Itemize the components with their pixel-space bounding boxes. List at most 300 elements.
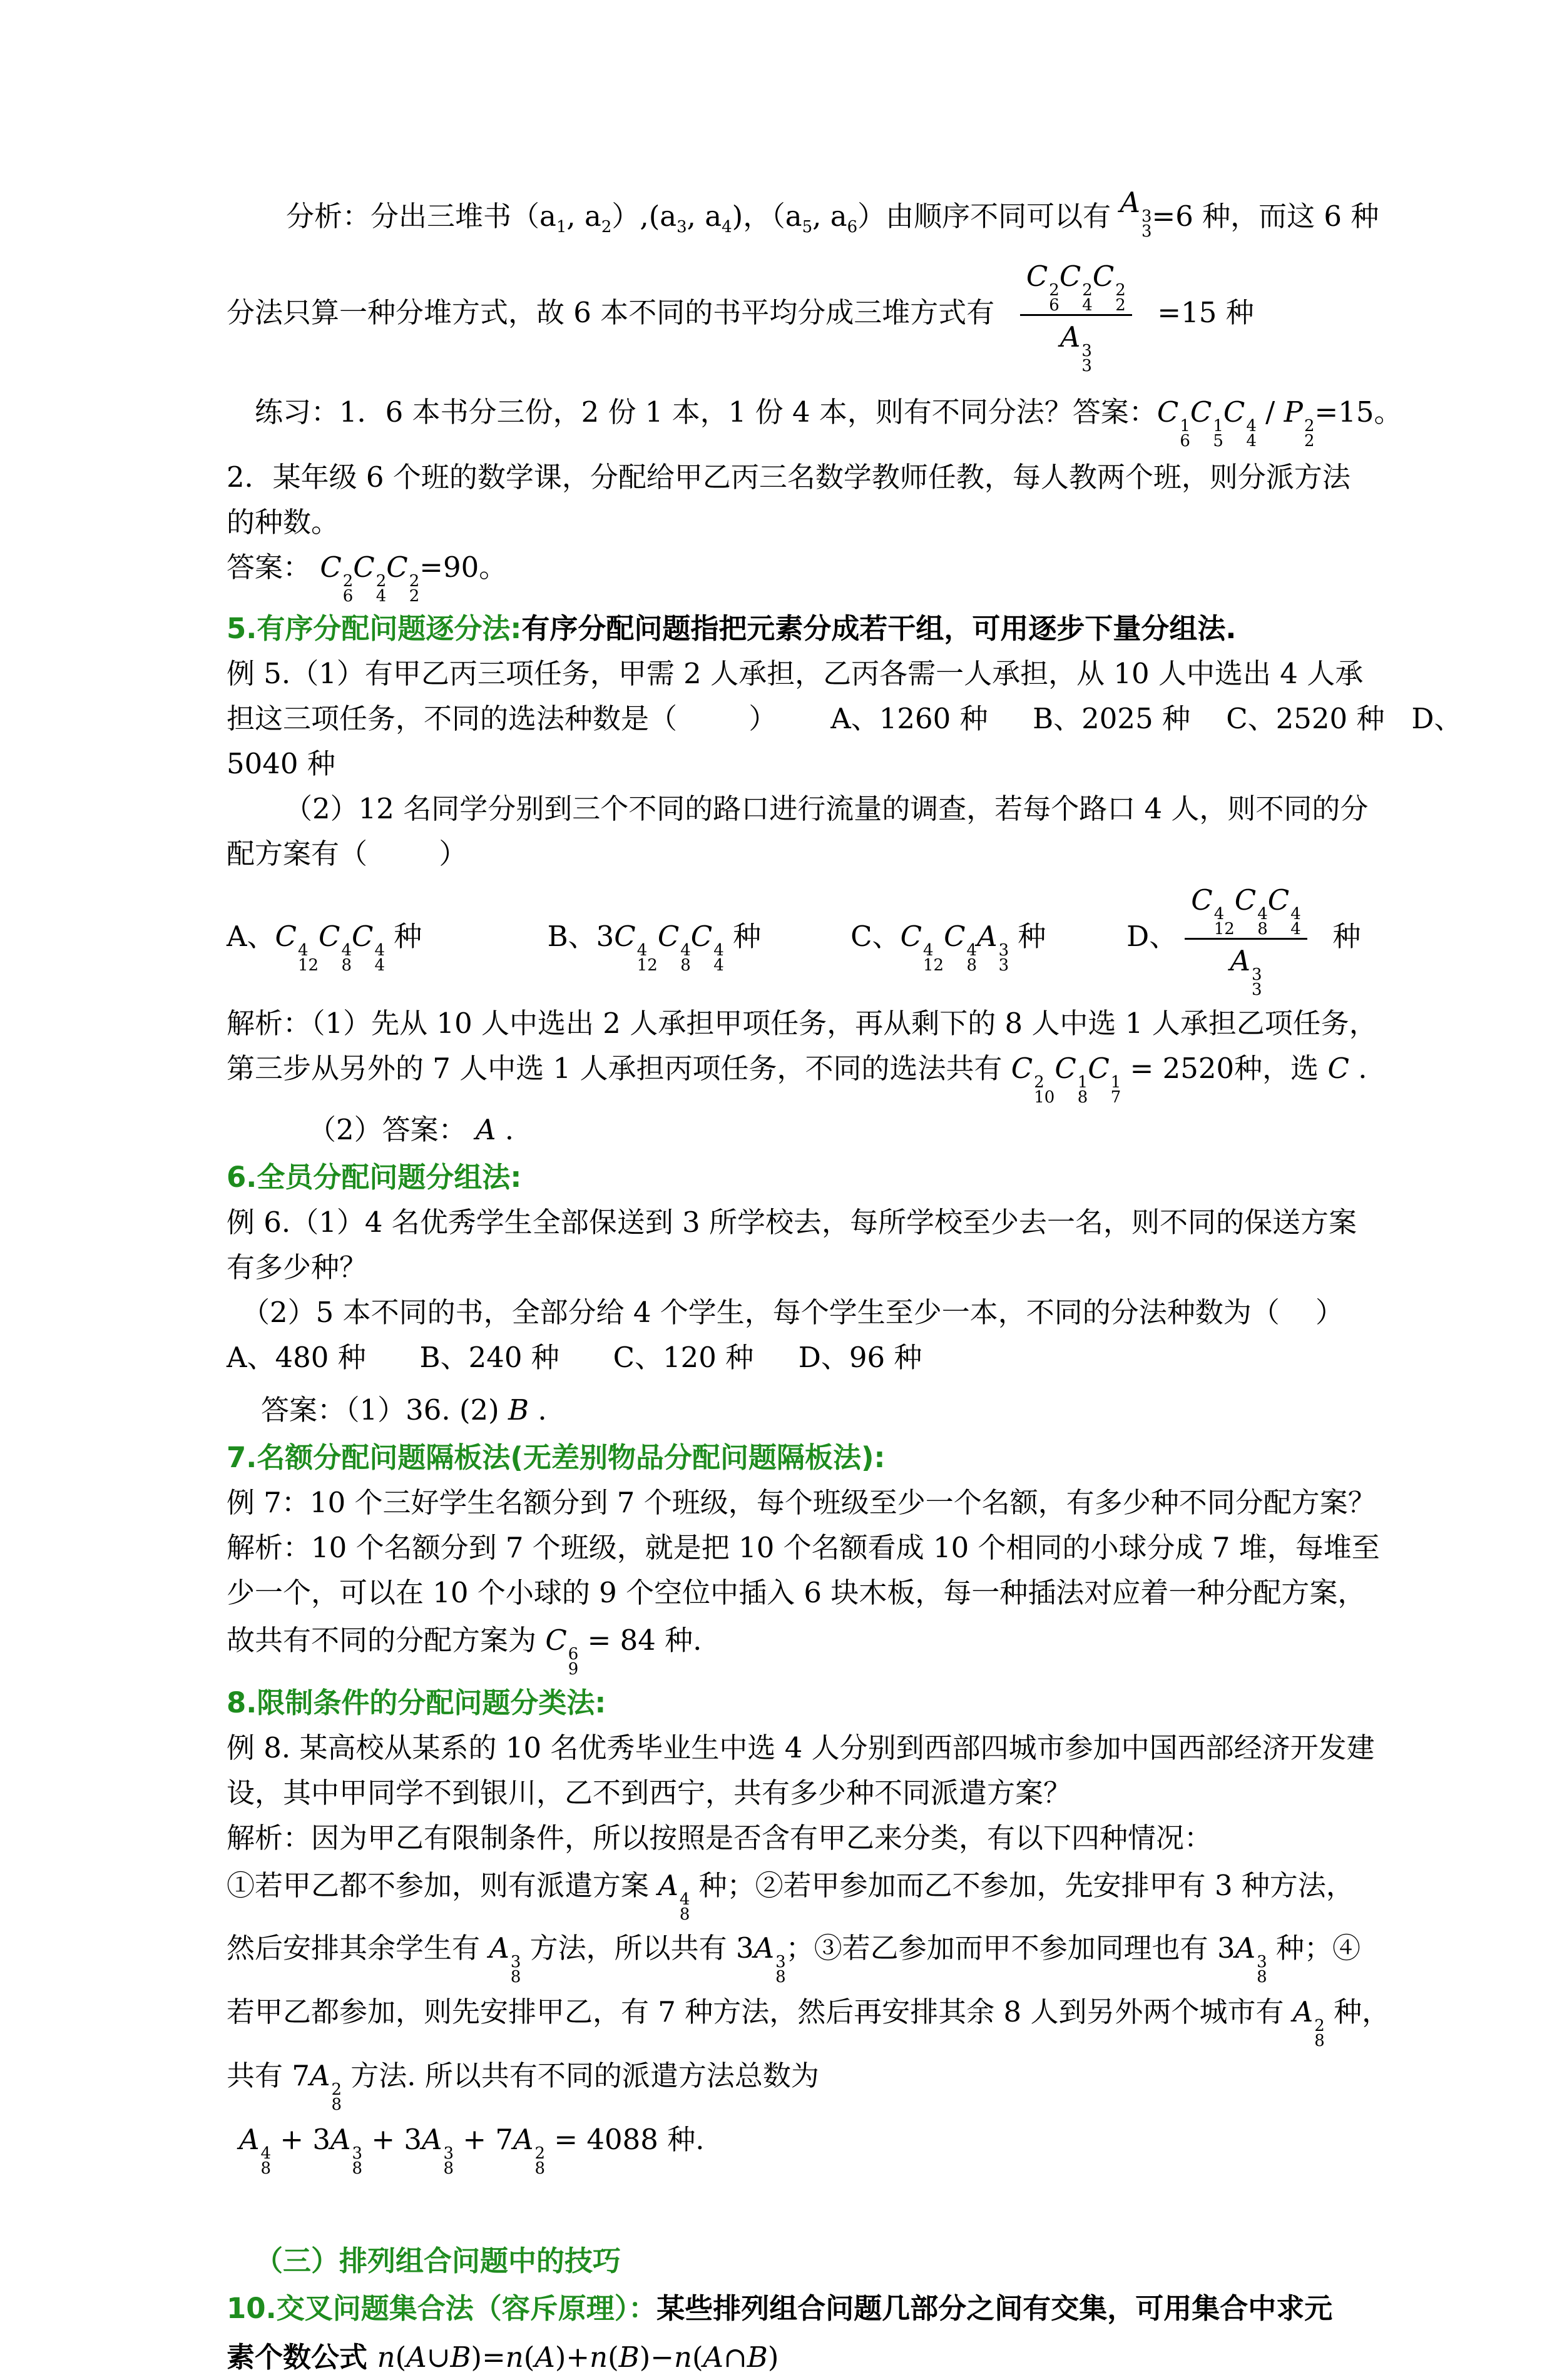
body-text: 种；②若甲参加而乙不参加，先安排甲有 3 种方法，: [690, 1869, 1354, 1902]
math-symbol: $a_5$: [785, 200, 813, 236]
body-text: 解析：10 个名额分到 7 个班级，就是把 10 个名额看成 10 个相同的小球分成 7 堆，每堆至: [227, 1531, 1380, 1564]
superscript: 1: [1180, 417, 1190, 435]
superscript: 4: [374, 941, 385, 960]
body-text: 分法只算一种分堆方式，故 6 本不同的书平均分成三堆方式有: [227, 296, 1013, 329]
math-symbol: A: [703, 2341, 724, 2374]
line-ex6-answer: [227, 1388, 1339, 1433]
superscript: 4: [297, 941, 309, 960]
heading-method10: [227, 2286, 1339, 2331]
math-symbol: C 4 12: [900, 920, 944, 975]
heading-text: 7.名额分配问题隔板法(无差别物品分配问题隔板法):: [227, 1441, 886, 1474]
subscript: 2: [601, 218, 612, 236]
math-formula: [545, 1624, 656, 1679]
math-text: /: [1256, 395, 1284, 429]
math-text: )−: [639, 2341, 674, 2374]
superscript: 4: [680, 941, 691, 960]
math-symbol: A 2 8: [1292, 1995, 1325, 2050]
superscript: 1: [1077, 1073, 1088, 1092]
line-ex5-q1-c: [227, 741, 1339, 786]
subscript: 8: [680, 956, 691, 975]
body-text: 种.: [655, 1624, 702, 1657]
script-stack: [1214, 907, 1235, 937]
script-stack: [999, 943, 1009, 973]
script-stack: [1213, 419, 1223, 449]
body-text: 种，: [1324, 1995, 1391, 2028]
body-text: 方法. 所以共有不同的派遣方法总数为: [342, 2059, 819, 2092]
subscript: 12: [1213, 920, 1235, 938]
fraction: [1185, 880, 1307, 997]
script-stack: [331, 2082, 342, 2112]
body-text: 解析：因为甲乙有限制条件，所以按照是否含有甲乙来分类，有以下四种情况：: [227, 1821, 1213, 1854]
superscript: 3: [1081, 342, 1092, 360]
heading-text: 5.有序分配问题逐分法:: [227, 612, 522, 645]
script-stack: [680, 1892, 690, 1922]
line-exercise2-a: [227, 455, 1350, 500]
line-ex8-case4-a: [227, 1990, 1391, 2050]
superscript: 4: [713, 941, 724, 960]
subscript: 8: [1257, 920, 1268, 938]
math-formula: [275, 920, 385, 975]
math-symbol: C: [1327, 1052, 1349, 1085]
math-symbol: C 4 12: [1191, 883, 1235, 938]
math-symbol: C 4 8: [319, 920, 352, 975]
math-symbol: $a_2$: [585, 200, 612, 236]
body-text: 某些排列组合问题几部分之间有交集，可用集合中求元: [656, 2292, 1333, 2325]
superscript: 2: [1115, 281, 1126, 300]
superscript: 2: [1049, 281, 1059, 300]
body-text: 种，选: [1234, 1052, 1328, 1085]
math-symbol: C 1 7: [1088, 1052, 1121, 1107]
body-text: 例 5.（1）有甲乙丙三项任务，甲需 2 人承担，乙丙各需一人承担，从 10 人中选出 4 人承: [227, 657, 1364, 690]
math-formula: [239, 2123, 658, 2178]
body-text: =15 种: [1139, 296, 1254, 329]
body-text: ）由顺序不同可以有: [857, 200, 1120, 233]
superscript: 4: [1246, 417, 1257, 435]
math-text: = 2520: [1121, 1052, 1235, 1085]
subscript: 2: [1115, 296, 1126, 315]
subscript: 8: [679, 1905, 690, 1924]
subscript: 4: [713, 956, 724, 975]
line-analysis-2: [227, 257, 1339, 374]
superscript: 3: [1141, 207, 1152, 226]
math-text: 3: [735, 1931, 754, 1965]
script-stack: [1252, 967, 1262, 997]
subscript: 8: [775, 1968, 786, 1986]
superscript: 4: [923, 941, 934, 960]
line-ex7-question: [227, 1480, 1376, 1525]
body-text: 5040 种: [227, 747, 335, 780]
body-text: ）,(: [611, 200, 660, 233]
script-stack: [1081, 343, 1092, 374]
body-text: 有序分配问题指把元素分成若干组，可用逐步下量分组法.: [521, 612, 1237, 645]
script-stack: [1082, 283, 1093, 313]
line-ex5-q2-a: [227, 786, 1369, 831]
subscript: 4: [722, 218, 732, 236]
body-text: 方法，所以共有: [521, 1931, 736, 1965]
body-text: 的种数。: [227, 506, 340, 539]
subscript: 4: [375, 587, 387, 606]
subscript: 5: [802, 218, 813, 236]
math-formula: [735, 1931, 786, 1986]
line-ex6-q2: [227, 1290, 1344, 1335]
line-ex8-q-b: [227, 1771, 1339, 1816]
script-stack: [1049, 283, 1059, 313]
math-formula: [1292, 1995, 1325, 2050]
fraction-denominator: [1060, 316, 1092, 374]
line-ex6-q1-a: [227, 1200, 1357, 1245]
superscript: 3: [510, 1953, 521, 1971]
math-symbol: $a_4$: [705, 200, 732, 236]
math-symbol: C 2 2: [1092, 260, 1126, 315]
body-text: 素个数公式: [227, 2341, 377, 2374]
superscript: 4: [1257, 905, 1268, 923]
body-text: 种 D、: [1009, 920, 1178, 953]
heading-text: 8.限制条件的分配问题分类法:: [227, 1686, 606, 1719]
superscript: 2: [331, 2080, 342, 2099]
body-text: 种.: [658, 2123, 705, 2156]
line-exercise2-b: [227, 500, 1339, 545]
superscript: 2: [409, 572, 420, 591]
math-symbol: C 4 8: [944, 920, 978, 975]
script-stack: [1290, 907, 1301, 937]
subscript: 8: [1257, 1968, 1267, 1986]
script-stack: [261, 2146, 272, 2176]
script-stack: [923, 943, 944, 973]
line-ex5-solution-b: [227, 1046, 1367, 1107]
math-symbol: C 2 4: [353, 551, 387, 606]
math-text: (: [523, 2341, 535, 2374]
heading-text: （三）排列组合问题中的技巧: [255, 2244, 621, 2277]
math-text: (: [608, 2341, 619, 2374]
subscript: 8: [341, 956, 352, 975]
script-stack: [637, 943, 658, 973]
body-text: 。: [1374, 395, 1402, 429]
superscript: 3: [1251, 965, 1262, 984]
body-text: 答案：: [227, 551, 320, 584]
superscript: 1: [1110, 1073, 1121, 1092]
subscript: 4: [1290, 920, 1301, 938]
body-text: （2）12 名同学分别到三个不同的路口进行流量的调查，若每个路口 4 人，则不同的分: [284, 792, 1369, 825]
line-ex8-case12: [227, 1863, 1354, 1924]
script-stack: [376, 574, 387, 604]
script-stack: [1180, 419, 1190, 449]
math-formula: [1327, 1052, 1349, 1085]
script-stack: [775, 1955, 786, 1985]
subscript: 9: [568, 1660, 579, 1679]
math-formula: [508, 1393, 529, 1426]
math-formula: [1217, 1931, 1267, 1986]
superscript: 3: [775, 1953, 786, 1971]
math-symbol: C 4 12: [614, 920, 658, 975]
line-ex5-answer2: [227, 1107, 1339, 1152]
math-symbol: $a_6$: [830, 200, 858, 236]
line-ex6-options: [227, 1335, 1339, 1380]
script-stack: [1111, 1075, 1121, 1105]
math-formula: [900, 920, 1009, 975]
subscript: 6: [342, 587, 354, 606]
body-text: A、: [227, 920, 275, 953]
script-stack: [713, 943, 724, 973]
heading-text: 10.交叉问题集合法（容斥原理）：: [227, 2292, 657, 2325]
subscript: 8: [352, 2159, 363, 2178]
subscript: 8: [534, 2159, 546, 2178]
superscript: 1: [1213, 417, 1223, 435]
superscript: 3: [998, 941, 1009, 960]
body-text: 种 B、: [385, 920, 596, 953]
math-text: 3: [1217, 1931, 1235, 1965]
subscript: 10: [1034, 1088, 1055, 1107]
math-symbol: C 4 8: [657, 920, 691, 975]
subscript: 5: [1213, 432, 1223, 450]
math-symbol: C 4 4: [1267, 883, 1301, 938]
superscript: 4: [679, 1890, 690, 1909]
math-symbol: C 4 12: [275, 920, 319, 975]
fraction: [1020, 257, 1132, 374]
subscript: 3: [1081, 357, 1092, 375]
math-text: ,: [566, 200, 585, 233]
fraction-numerator: [1020, 257, 1132, 316]
math-formula: [596, 920, 724, 975]
body-text: 第三步从另外的 7 人中选 1 人承担丙项任务，不同的选法共有: [227, 1052, 1011, 1085]
body-text: （2）答案：: [308, 1113, 476, 1146]
math-text: + 3: [271, 2123, 330, 2156]
subscript: 3: [1141, 222, 1152, 241]
script-stack: [1314, 2018, 1325, 2048]
superscript: 4: [966, 941, 978, 960]
body-text: 练习：1．6 本书分三份，2 份 1 本，1 份 4 本，则有不同分法？答案：: [255, 395, 1157, 429]
math-formula: [658, 1869, 690, 1924]
script-stack: [1304, 419, 1315, 449]
heading-method6: [227, 1155, 1339, 1200]
superscript: 3: [1257, 1953, 1267, 1971]
superscript: 2: [534, 2144, 546, 2163]
subscript: 12: [923, 956, 944, 975]
script-stack: [680, 943, 691, 973]
math-symbol: A 3 3: [1230, 944, 1262, 999]
math-text: + 3: [362, 2123, 422, 2156]
math-symbol: P 2 2: [1284, 395, 1315, 450]
math-formula: [1013, 260, 1140, 375]
math-symbol: A: [406, 2341, 427, 2374]
math-formula: [292, 2059, 342, 2114]
script-stack: [444, 2146, 454, 2176]
math-formula: [489, 1931, 521, 1986]
math-formula: [377, 2341, 779, 2374]
subscript: 8: [966, 956, 978, 975]
math-symbol: B: [747, 2341, 768, 2374]
body-text: 答案：（1）36. (2): [261, 1393, 509, 1426]
line-ex8-case4-b: [227, 2053, 1339, 2112]
math-symbol: A 3 3: [1059, 320, 1092, 375]
superscript: 6: [568, 1645, 579, 1664]
math-text: ∪: [426, 2341, 451, 2374]
line-ex5-q2-b: [227, 831, 1339, 877]
math-symbol: C 1 6: [1156, 395, 1190, 450]
subscript: 4: [1246, 432, 1257, 450]
subscript: 2: [1304, 432, 1315, 450]
script-stack: [568, 1647, 579, 1677]
math-formula: [1120, 186, 1152, 241]
subscript: 12: [636, 956, 658, 975]
body-text: ①若甲乙都不参加，则有派遣方案: [227, 1869, 658, 1902]
subscript: 8: [1077, 1088, 1088, 1107]
math-symbol: C 1 5: [1190, 395, 1223, 450]
subscript: 6: [1049, 296, 1059, 315]
line-ex7-solution-a: [227, 1525, 1380, 1570]
line-ex8-q-a: [227, 1726, 1375, 1771]
math-symbol: A 3 8: [1235, 1931, 1267, 1986]
subscript: 3: [1251, 980, 1262, 999]
body-text: 例 7：10 个三好学生名额分到 7 个班级，每个班级至少一个名额，有多少种不同分配方案？: [227, 1486, 1376, 1519]
body-text: 少一个，可以在 10 个小球的 9 个空位中插入 6 块木板，每一种插法对应着一种分配方案，: [227, 1576, 1366, 1609]
subscript: 6: [1180, 432, 1190, 450]
line-ex7-solution-b: [227, 1570, 1366, 1615]
script-stack: [343, 574, 354, 604]
body-text: =6 种，而这 6 种: [1151, 200, 1379, 233]
math-symbol: A 2 8: [513, 2123, 546, 2178]
superscript: 4: [1290, 905, 1301, 923]
superscript: 2: [1034, 1073, 1044, 1092]
script-stack: [1115, 283, 1126, 313]
body-text: .: [1349, 1052, 1367, 1085]
line-ex5-q1-b: [227, 696, 1463, 741]
subscript: 6: [847, 218, 858, 236]
body-text: 种: [1314, 920, 1361, 953]
math-symbol: $a_3$: [660, 200, 687, 236]
math-symbol: C 4 4: [1223, 395, 1257, 450]
body-text: .: [496, 1113, 514, 1146]
script-stack: [1034, 1075, 1054, 1105]
math-text: ,: [687, 200, 705, 233]
math-formula: [1011, 1052, 1235, 1107]
superscript: 2: [1082, 281, 1093, 300]
line-ex7-solution-c: [227, 1618, 1339, 1677]
line-ex8-total: [227, 2117, 1339, 2176]
superscript: 2: [1314, 2016, 1325, 2035]
math-text: =15: [1314, 395, 1374, 429]
script-stack: [298, 943, 319, 973]
math-symbol: C 4 4: [352, 920, 385, 975]
body-text: 共有: [227, 2059, 292, 2092]
math-symbol: A: [534, 2341, 555, 2374]
script-stack: [1257, 907, 1268, 937]
script-stack: [1246, 419, 1257, 449]
math-text: (: [395, 2341, 407, 2374]
subscript: 8: [443, 2159, 454, 2178]
math-symbol: A 4 8: [239, 2123, 272, 2178]
subscript: 1: [556, 218, 567, 236]
body-text: 种 C、: [723, 920, 901, 953]
script-stack: [967, 943, 978, 973]
superscript: 4: [341, 941, 352, 960]
math-symbol: A 3 8: [330, 2123, 363, 2178]
subscript: 8: [260, 2159, 272, 2178]
line-ex5-q1-a: [227, 651, 1364, 696]
math-text: 3: [596, 920, 615, 953]
heading-method8: [227, 1681, 1339, 1726]
math-text: ): [767, 2341, 779, 2374]
script-stack: [374, 943, 385, 973]
math-formula: [785, 200, 858, 236]
script-stack: [1257, 1955, 1267, 1985]
body-text: ；③若乙参加而甲不参加同理也有: [785, 1931, 1217, 1965]
math-symbol: C 2 2: [386, 551, 420, 606]
heading-method7: [227, 1435, 1339, 1480]
math-symbol: A: [475, 1113, 496, 1146]
script-stack: [1141, 209, 1152, 239]
subscript: 2: [409, 587, 420, 606]
math-text: (: [692, 2341, 703, 2374]
math-text: + 7: [454, 2123, 513, 2156]
subscript: 3: [676, 218, 687, 236]
math-text: = 4088: [545, 2123, 658, 2156]
heading-section3: [227, 2239, 1339, 2284]
math-formula: [660, 200, 732, 236]
subscript: 8: [510, 1968, 521, 1986]
body-text: 2．某年级 6 个班的数学课，分配给甲乙丙三名数学教师任教，每人教两个班，则分派方法: [227, 460, 1350, 494]
math-symbol: C 2 4: [1059, 260, 1093, 315]
math-symbol: C 6 9: [545, 1624, 579, 1679]
body-text: 然后安排其余学生有: [227, 1931, 489, 1965]
body-text: 分析：分出三堆书（: [286, 200, 540, 233]
fraction-denominator: [1230, 940, 1262, 997]
body-text: .: [529, 1393, 547, 1426]
script-stack: [511, 1955, 521, 1985]
math-symbol: B: [508, 1393, 529, 1426]
math-symbol: A 3 3: [977, 920, 1009, 975]
math-symbol: C 2 6: [320, 551, 354, 606]
line-ex5-options: [227, 880, 1361, 999]
math-text: 7: [292, 2059, 310, 2092]
body-text: 解析：（1）先从 10 人中选出 2 人承担甲项任务，再从剩下的 8 人中选 1 人承担乙项任务，: [227, 1007, 1377, 1040]
superscript: 2: [342, 572, 354, 591]
script-stack: [409, 574, 420, 604]
math-symbol: A 3 8: [753, 1931, 786, 1986]
subscript: 3: [998, 956, 1009, 975]
line-method10-formula: [227, 2335, 1339, 2380]
body-text: 例 6.（1）4 名优秀学生全部保送到 3 所学校去，每所学校至少去一名，则不同的保送方案: [227, 1206, 1357, 1239]
math-symbol: A 3 3: [1120, 186, 1152, 241]
math-symbol: $a_1$: [539, 200, 567, 236]
math-text: =90: [419, 551, 479, 584]
math-symbol: A 4 8: [658, 1869, 690, 1924]
superscript: 4: [260, 2144, 272, 2163]
body-text: 担这三项任务，不同的选法种数是（ ） A、1260 种 B、2025 种 C、2520 种 D、: [227, 702, 1463, 735]
body-text: 例 8. 某高校从某系的 10 名优秀毕业生中选 4 人分别到西部四城市参加中国西部经济开发建: [227, 1731, 1375, 1764]
subscript: 8: [1314, 2032, 1325, 2050]
body-text: 。: [479, 551, 508, 584]
line-ex8-case23: [227, 1926, 1361, 1986]
math-symbol: n: [505, 2341, 524, 2374]
body-text: A、480 种 B、240 种 C、120 种 D、96 种: [227, 1341, 922, 1374]
heading-text: 6.全员分配问题分组法:: [227, 1161, 522, 1194]
superscript: 4: [1213, 905, 1225, 923]
math-symbol: n: [377, 2341, 396, 2374]
math-formula: [1177, 883, 1315, 999]
math-formula: [539, 200, 612, 236]
math-text: = 84: [578, 1624, 656, 1657]
line-exercise1: [227, 390, 1402, 450]
math-formula: [320, 551, 479, 606]
fraction-numerator: [1185, 880, 1307, 940]
body-text: （2）5 本不同的书，全部分给 4 个学生，每个学生至少一本，不同的分法种数为（ ）: [242, 1296, 1344, 1329]
math-text: )+: [554, 2341, 590, 2374]
body-text: 种；④: [1267, 1931, 1361, 1965]
math-formula: [1156, 395, 1374, 450]
script-stack: [535, 2146, 546, 2176]
superscript: 2: [375, 572, 387, 591]
line-ex6-q1-b: [227, 1245, 1339, 1290]
